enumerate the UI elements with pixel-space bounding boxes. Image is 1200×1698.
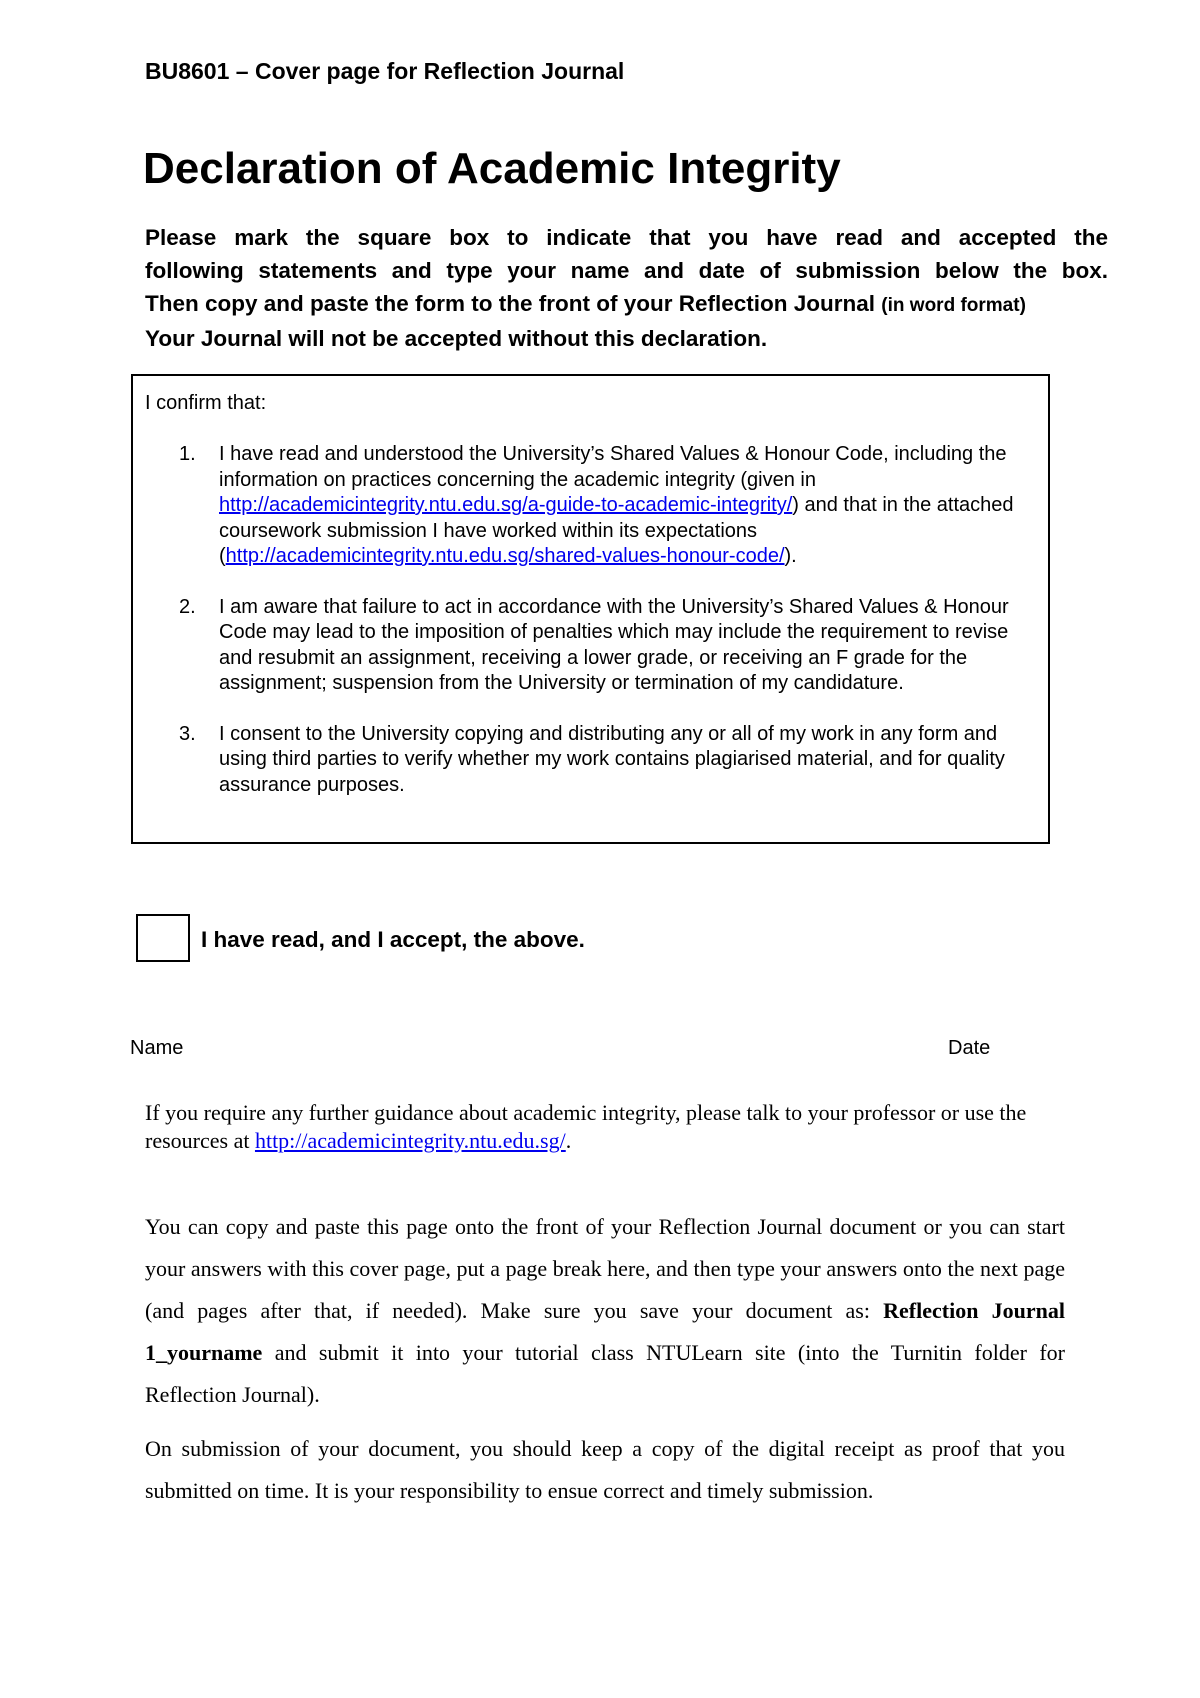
statement-number: 2. xyxy=(179,595,196,618)
statement-number: 1. xyxy=(179,443,196,465)
statement-text: I consent to the University copying and distributing any or all of my work in any form and using third parties to verify whether my work contains plagiarised material, and for quality assurance purposes. xyxy=(219,722,1005,796)
date-label: Date xyxy=(948,1037,991,1059)
academic-integrity-guide-link[interactable]: http://academicintegrity.ntu.edu.sg/a-guide-to-academic-integrity/ xyxy=(219,494,793,516)
page-title: Declaration of Academic Integrity xyxy=(143,144,841,193)
accept-checkbox[interactable] xyxy=(136,914,190,962)
statement-list xyxy=(133,442,1048,823)
statement-text: ). xyxy=(784,545,797,567)
instructions-line xyxy=(145,287,1108,322)
statement-text: I am aware that failure to act in accordance with the University’s Shared Values & Honour Code may lead to the imposition of penalties which may include the requirement to revise and resubmit an assignment, receiving a lower grade, or receiving an F grade for the assignment; suspension from the University or termination of my candidature. xyxy=(219,595,1009,694)
guidance-text: If you require any further guidance about academic integrity, please talk to your professor or use the resources at xyxy=(145,1100,1027,1153)
honour-code-link[interactable]: http://academicintegrity.ntu.edu.sg/shared-values-honour-code/ xyxy=(225,545,785,567)
statement-item xyxy=(133,595,1048,697)
name-label: Name xyxy=(130,1037,184,1059)
accept-label: I have read, and I accept, the above. xyxy=(201,927,585,952)
statement-item xyxy=(133,722,1048,799)
course-header: BU8601 – Cover page for Reflection Journal xyxy=(145,58,625,84)
guidance-paragraph xyxy=(145,1099,1065,1155)
instructions-text: Then copy and paste the form to the front of your Reflection Journal xyxy=(145,291,882,316)
statement-text: I have read and understood the University’s Shared Values & Honour Code, including the information on practices concerning the academic integrity (given in xyxy=(219,443,1007,491)
instructions-format-note: (in word format) xyxy=(881,295,1026,316)
submission-instructions-paragraph xyxy=(145,1206,1065,1416)
submission-text: You can copy and paste this page onto the front of your Reflection Journal document or you can start your answers with this cover page, put a page break here, and then type your answers onto the next page (and pages after that, if needed). Make sure you save your document as: xyxy=(145,1214,1065,1323)
instructions-line: Please mark the square box to indicate that you have read and accepted the xyxy=(145,225,1108,250)
instructions-line: Your Journal will not be accepted without this declaration. xyxy=(145,326,768,351)
statement-item xyxy=(133,442,1048,570)
receipt-paragraph: On submission of your document, you should keep a copy of the digital receipt as proof that you submitted on time. It is your responsibility to ensue correct and timely submission. xyxy=(145,1436,1065,1503)
submission-text: and submit it into your tutorial class NTULearn site (into the Turnitin folder for Reflection Journal). xyxy=(145,1340,1065,1407)
confirmation-intro: I confirm that: xyxy=(145,392,267,414)
academic-integrity-site-link[interactable]: http://academicintegrity.ntu.edu.sg/ xyxy=(254,1128,566,1153)
instructions xyxy=(145,221,1108,355)
filename-format: Reflection Journal 1_yourname xyxy=(145,1298,1065,1365)
statement-number: 3. xyxy=(179,722,196,745)
instructions-line: following statements and type your name and date of submission below the box. xyxy=(145,258,1108,283)
confirmation-box xyxy=(131,374,1050,844)
guidance-suffix: . xyxy=(565,1128,572,1153)
statement-text: ) and that in the attached coursework submission I have worked within its expectations ( xyxy=(219,494,1014,567)
